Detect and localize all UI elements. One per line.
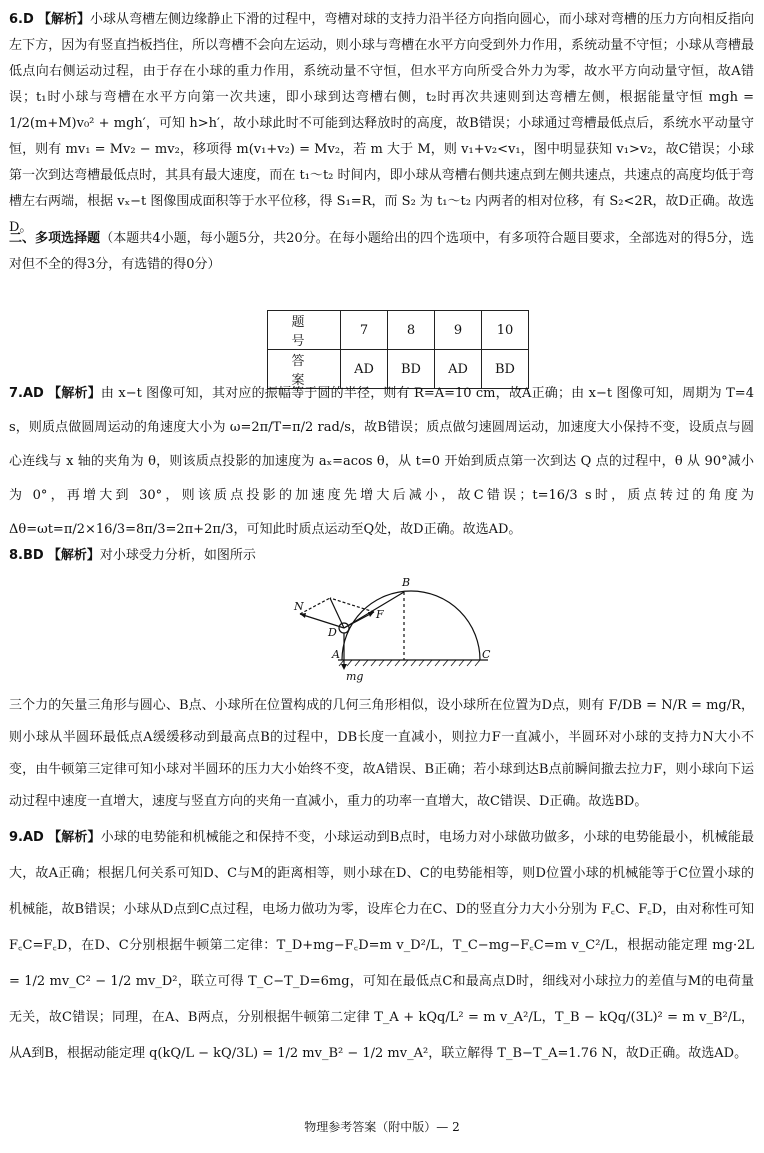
question-8-text: 三个力的矢量三角形与圆心、B点、小球所在位置构成的几何三角形相似，设小球所在位置为D点，则有 F/DB = N/R = mg/R，则小球从半圆环最低点A缓缓移动到最高点B的过程中，DB长度一直减小，则拉力F一直减小，半圆环对小球的支持力N大小不变，由牛顿第三定律可知小球对半圆环的压力大小始终不变，故A错误、B正确；若小球到达B点前瞬间撤去拉力F，则小球向下运动过程中速度一直增大，速度与竖直方向的夹角一直减小，重力的功率一直增大，故C错误、D正确。故选BD。 [9, 698, 754, 809]
answer-cell: AD [341, 350, 388, 389]
question-9-label: 9.AD [9, 830, 44, 845]
question-6-text: 小球从弯槽左侧边缘静止下滑的过程中，弯槽对球的支持力沿半径方向指向圆心，而小球对弯槽的压力方向相反指向左下方，因为有竖直挡板挡住，所以弯槽不会向左运动，则小球与弯槽在水平方向受到外力作用，系统动量不守恒；小球从弯槽最低点向右侧运动过程，由于存在小球的重力作用，系统动量不守恒，但水平方向所受合外力为零，故水平方向动量守恒，故A错误；t₁时小球与弯槽在水平方向第一次共速，即小球到达弯槽右侧，t₂时再次共速则到达弯槽左侧，根据能量守恒 mgh = 1/2(m+M)v₀² + mgh′，可知 h>h′，故小球此时不可能到达释放时的高度，故B错误；小球通过弯槽最低点后，系统水平动量守恒，则有 mv₁ = Mv₂ − mv₂，移项得 m(v₁+v₂) = Mv₂，若 m 大于 M，则 v₁+v₂<v₁，图中明显获知 v₁>v₂，故C错误；小球第一次到达弯槽最低点时，其具有最大速度，而在 t₁～t₂ 时间内，即小球从弯槽右侧共速点到左侧共速点，共速点的高度均低于弯槽左右两端，根据 vₓ−t 图像围成面积等于水平位移，得 S₁=R，而 S₂ 为 t₁～t₂ 内两者的相对位移，有 S₂<2R，故D正确。故选D。 [9, 12, 754, 235]
answer-cell: AD [435, 350, 482, 389]
question-8-intro: 对小球受力分析，如图所示 [99, 548, 256, 563]
answer-header-cell: 答 案 [268, 350, 341, 389]
answer-table-number-row [268, 311, 529, 350]
question-7-text: 由 x−t 图像可知，其对应的振幅等于圆的半径，则有 R=A=10 cm，故A正确；由 x−t 图像可知，周期为 T=4 s，则质点做圆周运动的角速度大小为 ω=2π/T=π/2 rad/s，故B错误；质点做匀速圆周运动，加速度大小保持不变，设质点与圆心连线与 x 轴的夹角为 θ，则该质点投影的加速度为 aₓ=acos θ，从 t=0 开始到质点第一次到达 Q 点的过程中，θ 从 90°减小为 0°，再增大到 30°，则该质点投影的加速度先增大后减小，故C错误；t=16/3 s时，质点转过的角度为 Δθ=ωt=π/2×16/3=8π/3=2π+2π/3，可知此时质点运动至Q处，故D正确。故选AD。 [9, 386, 754, 537]
question-6-label: 6.D [9, 12, 34, 27]
number-cell: 8 [388, 311, 435, 350]
label-n: N [294, 600, 304, 613]
section-2-title: 二、多项选择题 [9, 231, 101, 246]
analysis-tag: 【解析】 [48, 830, 101, 845]
analysis-tag: 【解析】 [37, 12, 91, 27]
question-9-solution [9, 820, 754, 1072]
question-8-solution-intro [9, 543, 754, 569]
semicircle-ring [342, 591, 480, 660]
question-7-label: 7.AD [9, 386, 44, 401]
question-8-solution-body [9, 690, 754, 818]
number-header-cell: 题 号 [268, 311, 341, 350]
number-cell: 9 [435, 311, 482, 350]
label-a: A [332, 648, 340, 661]
force-n-arrow [300, 614, 344, 628]
analysis-tag: 【解析】 [47, 548, 100, 563]
page-footer: 物理参考答案（附中版）— 2 [304, 1120, 460, 1134]
question-7-solution [9, 377, 754, 547]
dashed-construction-line [330, 598, 374, 612]
question-8-label: 8.BD [9, 548, 44, 563]
resultant-line [330, 598, 344, 628]
analysis-tag: 【解析】 [48, 386, 101, 401]
label-c: C [482, 648, 491, 661]
answer-cell: BD [482, 350, 529, 389]
section-2-heading [9, 226, 754, 278]
label-d: D [328, 626, 337, 639]
force-diagram [292, 572, 496, 684]
dashed-construction-line [300, 598, 330, 614]
label-b: B [402, 576, 411, 589]
label-f: F [376, 608, 384, 621]
question-9-text: 小球的电势能和机械能之和保持不变，小球运动到B点时，电场力对小球做功做多，小球的电势能最小，机械能最大，故A正确；根据几何关系可知D、C与M的距离相等，则小球在D、C的电势能相等，则D位置小球的机械能等于C位置小球的机械能，故B错误；小球从D点到C点过程，电场力做功为零，设库仑力在C、D的竖直分力大小分别为 F꜀C、F꜀D，由对称性可知 F꜀C=F꜀D，在D、C分别根据牛顿第二定律：T_D+mg−F꜀D=m v_D²/L，T_C−mg−F꜀C=m v_C²/L，根据动能定理 mg·2L = 1/2 mv_C² − 1/2 mv_D²，联立可得 T_C−T_D=6mg，可知在最低点C和最高点D时，细线对小球拉力的差值与M的电荷量无关，故C错误；同理，在A、B两点，分别根据牛顿第二定律 T_A + kQq/L² = m v_A²/L，T_B − kQq/(3L)² = m v_B²/L，从A到B，根据动能定理 q(kQ/L − kQ/3L) = 1/2 mv_B² − 1/2 mv_A²，联立解得 T_B−T_A=1.76 N，故D正确。故选AD。 [9, 830, 754, 1061]
label-mg: mg [346, 670, 364, 683]
question-6-solution [9, 7, 754, 241]
number-cell: 7 [341, 311, 388, 350]
ground-hatching [339, 660, 480, 666]
section-2-instructions: （本题共4小题，每小题5分，共20分。在每小题给出的四个选项中，有多项符合题目要求，全部选对的得5分，选对但不全的得3分，有选错的得0分） [9, 231, 754, 272]
answer-cell: BD [388, 350, 435, 389]
number-cell: 10 [482, 311, 529, 350]
